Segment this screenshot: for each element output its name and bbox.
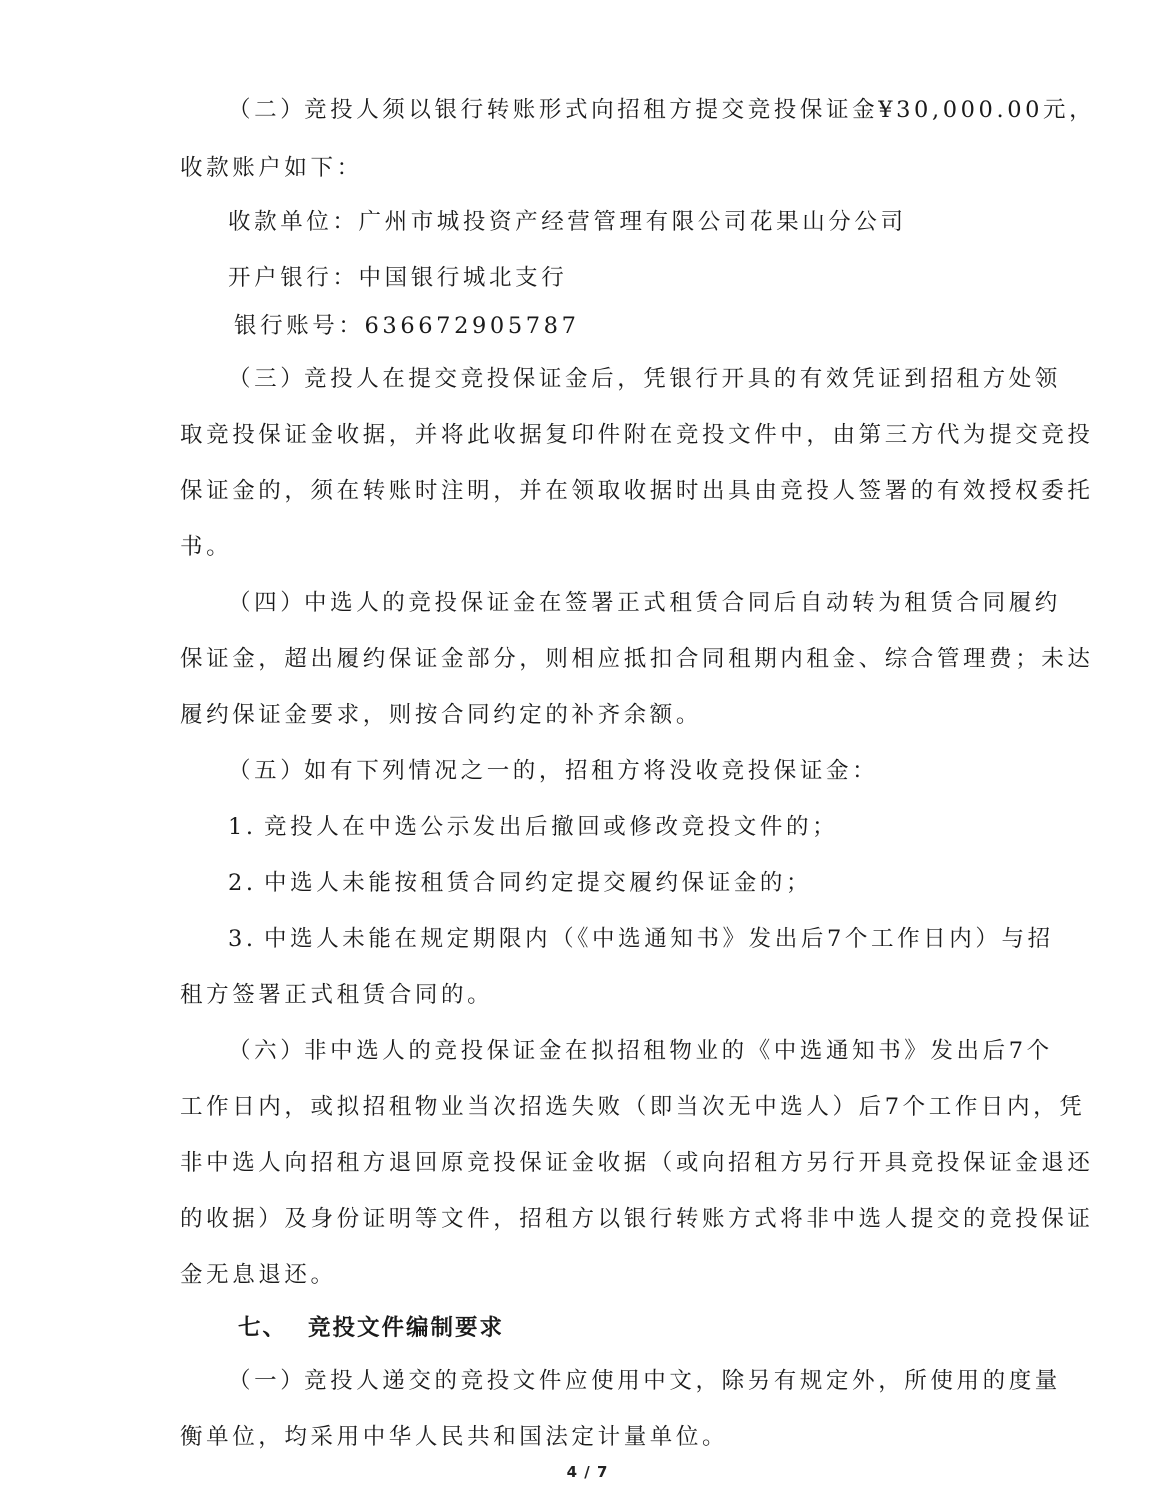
para-5-item-1: 1. 竞投人在中选公示发出后撤回或修改竞投文件的； <box>228 814 839 840</box>
section-7-heading <box>238 1313 504 1343</box>
para-3-line-2: 取竞投保证金收据，并将此收据复印件附在竞投文件中，由第三方代为提交竞投 <box>180 422 1094 448</box>
section-7-para-1-line-1: （一）竞投人递交的竞投文件应使用中文，除另有规定外，所使用的度量 <box>228 1368 1061 1394</box>
para-3-line-1: （三）竞投人在提交竞投保证金后，凭银行开具的有效凭证到招租方处领 <box>228 366 1061 392</box>
para-6-line-1: （六）非中选人的竞投保证金在拟招租物业的《中选通知书》发出后7个 <box>228 1038 1053 1064</box>
para-2-label: （二） <box>228 97 307 123</box>
section-7-para-1-line-2: 衡单位，均采用中华人民共和国法定计量单位。 <box>180 1424 729 1450</box>
para-5-item-3-cont: 租方签署正式租赁合同的。 <box>180 982 494 1008</box>
para-5-item-3: 3. 中选人未能在规定期限内（《中选通知书》发出后7个工作日内）与招 <box>228 926 1054 952</box>
account-payee: 收款单位：广州市城投资产经营管理有限公司花果山分公司 <box>228 209 907 235</box>
page-number: 4 / 7 <box>566 1463 609 1481</box>
para-2-line-1: （二）竞投人须以银行转账形式向招租方提交竞投保证金¥30,000.00元， <box>228 97 1096 123</box>
account-number: 银行账号：636672905787 <box>234 313 580 339</box>
para-4-label: （四） <box>228 590 307 616</box>
para-3-label: （三） <box>228 366 307 392</box>
para-5-item-2: 2. 中选人未能按租赁合同约定提交履约保证金的； <box>228 870 813 896</box>
para-6-line-4: 的收据）及身份证明等文件，招租方以银行转账方式将非中选人提交的竞投保证 <box>180 1206 1094 1232</box>
para-3-line-4: 书。 <box>180 534 233 560</box>
para-2-line-2: 收款账户如下： <box>180 155 363 181</box>
para-5-label: （五） <box>228 758 307 784</box>
account-bank: 开户银行：中国银行城北支行 <box>228 265 568 291</box>
section-7-para-1-label: （一） <box>228 1368 307 1394</box>
section-7-title: 竞投文件编制要求 <box>308 1315 505 1341</box>
para-4-line-3: 履约保证金要求，则按合同约定的补齐余额。 <box>180 702 703 728</box>
para-5-line-1: （五）如有下列情况之一的，招租方将没收竞投保证金： <box>228 758 879 784</box>
section-7-number: 七、 <box>238 1315 288 1341</box>
para-4-line-1: （四）中选人的竞投保证金在签署正式租赁合同后自动转为租赁合同履约 <box>228 590 1061 616</box>
para-4-line-2: 保证金，超出履约保证金部分，则相应抵扣合同租期内租金、综合管理费；未达 <box>180 646 1094 672</box>
para-6-line-2: 工作日内，或拟招租物业当次招选失败（即当次无中选人）后7个工作日内，凭 <box>180 1094 1086 1120</box>
para-3-line-3: 保证金的，须在转账时注明，并在领取收据时出具由竞投人签署的有效授权委托 <box>180 478 1094 504</box>
para-6-line-5: 金无息退还。 <box>180 1262 337 1288</box>
para-6-label: （六） <box>228 1038 307 1064</box>
para-6-line-3: 非中选人向招租方退回原竞投保证金收据（或向招租方另行开具竞投保证金退还 <box>180 1150 1094 1176</box>
